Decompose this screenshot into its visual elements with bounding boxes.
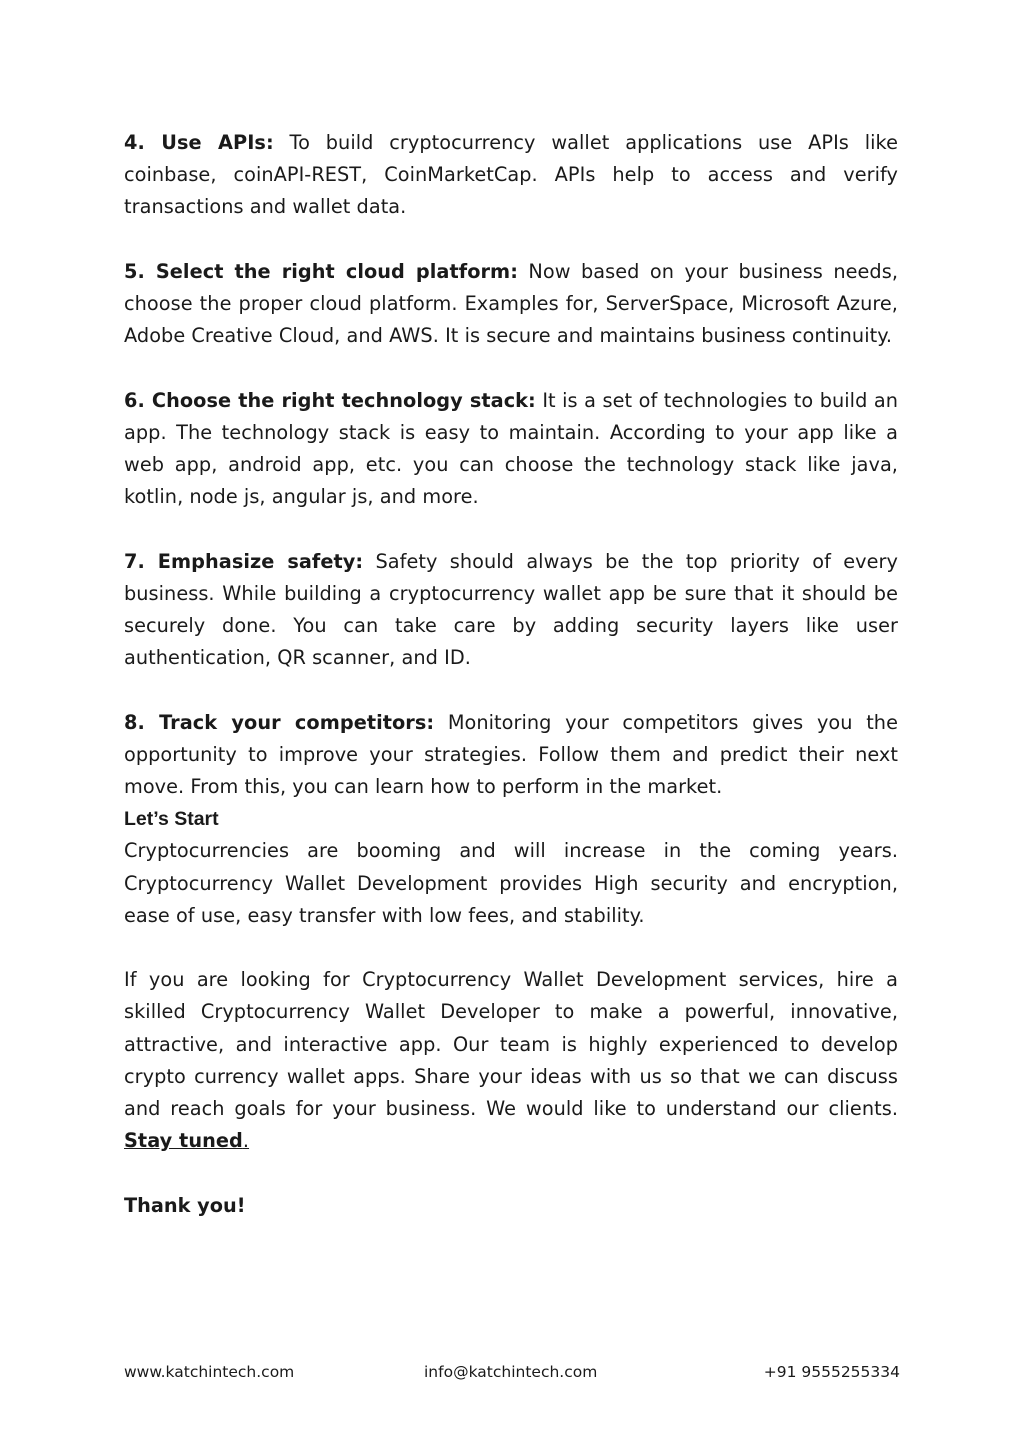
closing-period: . <box>242 1129 250 1153</box>
section-safety <box>124 546 898 675</box>
closing-text: If you are looking for Cryptocurrency Wallet Development services, hire a skilled Cryptocurrency Wallet Developer to make a powerful, innovative, attractive, and interactive app. Our team is highly experienced to develop crypto currency wallet apps. Share your ideas with us so that we can discuss and reach goals for your business. We would like to understand our clients. <box>124 968 898 1121</box>
section-text: Safety should always be the top priority of every business. While building a cryptocurrency wallet app be sure that it should be securely done. You can take care by adding security layers like user authentication, QR scanner, and ID. <box>124 549 898 670</box>
closing-paragraph <box>124 964 898 1157</box>
section-heading: 4. Use APIs: <box>124 131 274 154</box>
footer-phone: +91 9555255334 <box>763 1363 900 1381</box>
section-cloud-platform <box>124 256 898 353</box>
lets-start-heading: Let’s Start <box>124 808 219 831</box>
document-body <box>124 127 898 1222</box>
footer-email[interactable]: info@katchintech.com <box>424 1363 598 1381</box>
section-heading: 5. Select the right cloud platform: <box>124 259 518 283</box>
section-technology-stack <box>124 385 898 514</box>
section-heading: 7. Emphasize safety: <box>124 549 364 573</box>
section-use-apis <box>124 127 898 224</box>
thank-you-text: Thank you! <box>124 1193 246 1217</box>
section-competitors <box>124 707 898 804</box>
footer-website[interactable]: www.katchintech.com <box>124 1363 295 1381</box>
section-heading: 6. Choose the right technology stack: <box>124 388 536 412</box>
section-text: To build cryptocurrency wallet applications use APIs like coinbase, coinAPI-REST, CoinMarketCap. APIs help to access and verify transactions and wallet data. <box>124 131 898 219</box>
lets-start-text: Cryptocurrencies are booming and will increase in the coming years. Cryptocurrency Wallet Development provides High security and encryption, ease of use, easy transfer with low fees, and stability. <box>124 839 898 927</box>
stay-tuned-link[interactable]: Stay tuned <box>124 1129 243 1153</box>
section-text: It is a set of technologies to build an app. The technology stack is easy to maintain. According to your app like a web app, android app, etc. you can choose the technology stack like java, kotlin, node js, angular js, and more. <box>124 388 898 509</box>
section-heading: 8. Track your competitors: <box>124 710 435 734</box>
page-footer <box>124 1363 900 1387</box>
section-text: Now based on your business needs, choose the proper cloud platform. Examples for, ServerSpace, Microsoft Azure, Adobe Creative Cloud, and AWS. It is secure and maintains business continuity. <box>124 259 898 348</box>
section-text: Monitoring your competitors gives you the opportunity to improve your strategies. Follow them and predict their next move. From this, you can learn how to perform in the market. <box>124 710 898 798</box>
